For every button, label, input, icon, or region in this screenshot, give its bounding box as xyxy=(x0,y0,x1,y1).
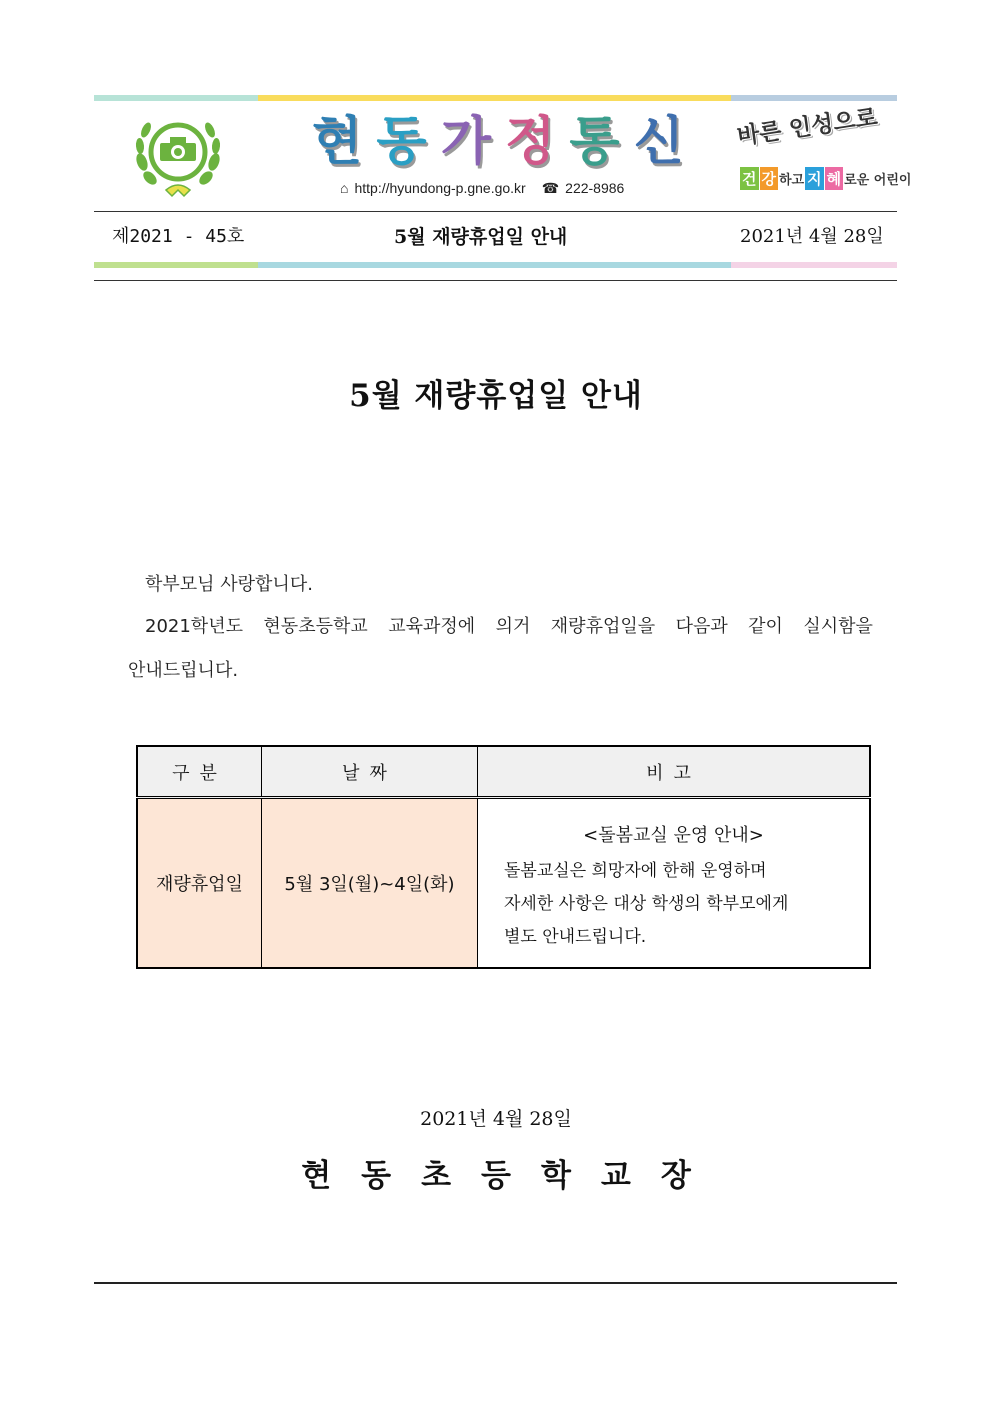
strip-segment xyxy=(258,95,731,101)
header-date: 날짜 xyxy=(262,746,478,798)
note-line: 돌봄교실은 희망자에 한해 운영하며 xyxy=(504,861,767,881)
masthead-char: 통 xyxy=(569,112,620,172)
masthead-char: 동 xyxy=(376,112,427,172)
phone-icon: ☎ xyxy=(541,179,560,196)
motto-part: 혜 xyxy=(825,167,844,190)
motto-part: 건 xyxy=(740,167,759,190)
body-word: 재량휴업일을 xyxy=(550,616,656,637)
body-text-line xyxy=(145,612,873,638)
table-row xyxy=(137,798,870,969)
body-word: 교육과정에 xyxy=(388,616,476,637)
page-title: 5월 재량휴업일 안내 xyxy=(349,378,643,414)
strip-segment xyxy=(94,262,258,268)
masthead-char: 정 xyxy=(505,112,556,172)
greeting-text: 학부모님 사랑합니다. xyxy=(145,574,313,595)
header-divider xyxy=(94,211,897,212)
table-header-row xyxy=(137,746,870,798)
header-divider xyxy=(94,280,897,281)
body-word: 2021학년도 xyxy=(145,616,243,637)
body-word: 다음과 xyxy=(675,616,728,637)
strip-segment xyxy=(258,262,731,268)
motto-part: 로운 어린이 xyxy=(844,172,912,188)
school-logo xyxy=(128,110,228,202)
header-top-strip xyxy=(94,95,897,101)
body-word: 의거 xyxy=(495,616,531,637)
motto-part: 하고 xyxy=(779,172,805,188)
cell-category: 재량휴업일 xyxy=(137,798,262,969)
footer-divider xyxy=(94,1282,897,1284)
info-title: 5월 재량휴업일 안내 xyxy=(394,226,568,248)
note-line: 별도 안내드립니다. xyxy=(504,927,647,947)
contact-info xyxy=(340,178,680,198)
masthead-char: 현 xyxy=(312,112,363,172)
masthead-title xyxy=(312,110,684,174)
cell-note xyxy=(478,798,871,969)
header-note: 비고 xyxy=(478,746,871,798)
note-line: 자세한 사항은 대상 학생의 학부모에게 xyxy=(504,894,789,914)
header-category: 구분 xyxy=(137,746,262,798)
body-text-line: 안내드립니다. xyxy=(128,660,239,681)
phone-number: 222-8986 xyxy=(565,180,625,196)
body-word: 현동초등학교 xyxy=(263,616,368,637)
motto-top: 바른 인성으로 xyxy=(735,104,880,151)
signature-date: 2021년 4월 28일 xyxy=(420,1108,572,1130)
info-date: 2021년 4월 28일 xyxy=(740,226,884,247)
cell-date: 5월 3일(월)~4일(화) xyxy=(262,798,478,969)
body-word: 같이 xyxy=(748,616,783,637)
website-url[interactable]: http://hyundong-p.gne.go.kr xyxy=(354,180,526,196)
header-bottom-strip xyxy=(94,262,897,268)
home-icon: ⌂ xyxy=(340,180,349,196)
masthead-char: 신 xyxy=(633,112,684,172)
motto-part: 지 xyxy=(805,167,824,190)
motto-bottom xyxy=(740,165,912,191)
motto-part: 강 xyxy=(760,167,779,190)
signature-name: 현동초등학교장 xyxy=(301,1158,721,1194)
strip-segment xyxy=(94,95,258,101)
schedule-table xyxy=(136,745,871,969)
note-title: <돌봄교실 운영 안내> xyxy=(583,825,764,846)
strip-segment xyxy=(731,262,897,268)
issue-number: 제2021 - 45호 xyxy=(112,226,245,247)
body-word: 실시함을 xyxy=(803,616,873,637)
masthead-char: 가 xyxy=(440,112,491,172)
